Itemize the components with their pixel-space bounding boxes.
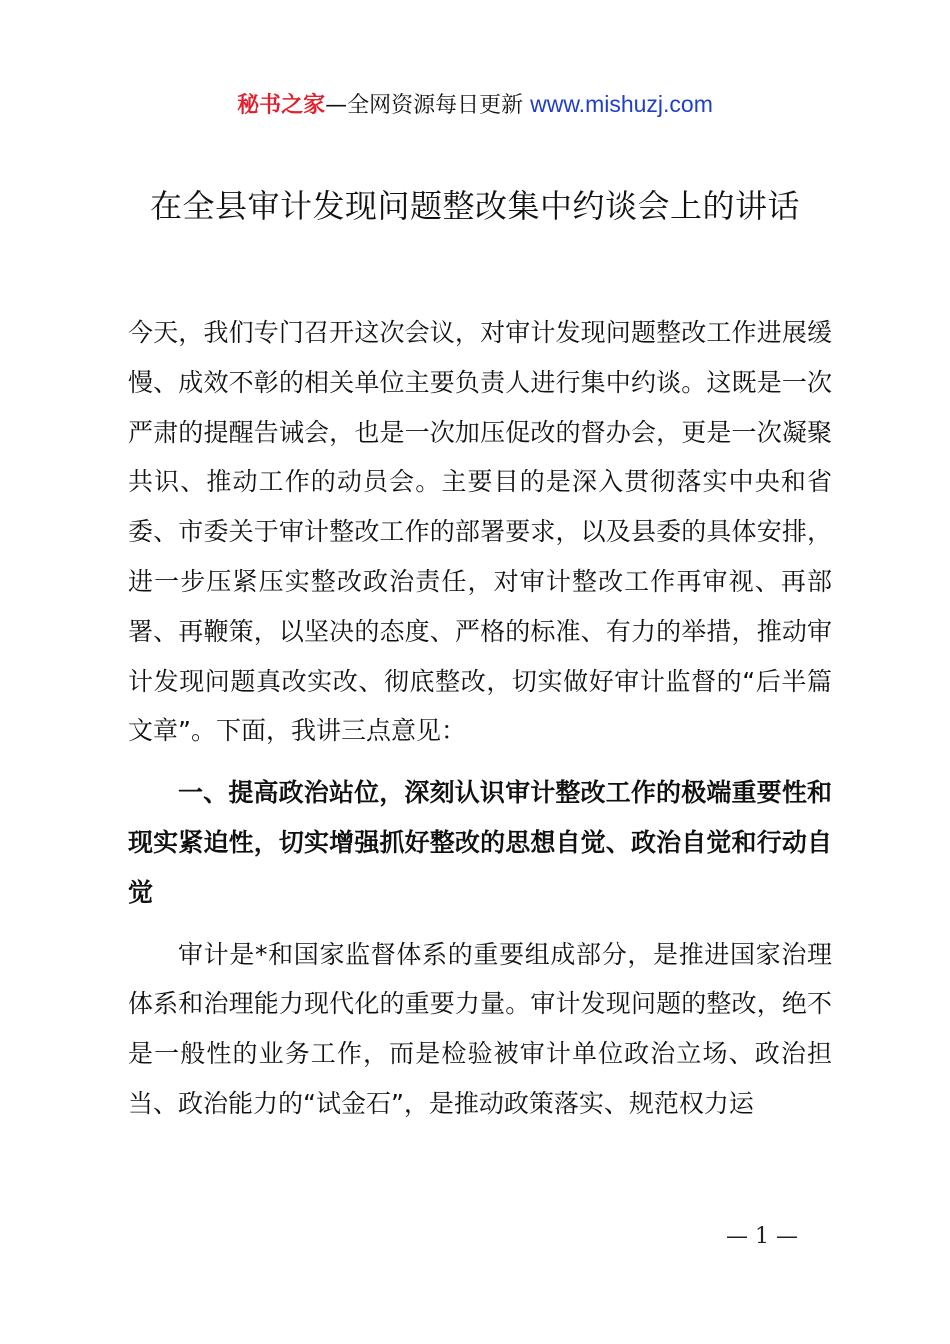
document-title: 在全县审计发现问题整改集中约谈会上的讲话 [149, 187, 800, 225]
site-url-link[interactable]: www.mishuzj.com [530, 91, 713, 117]
document-body [128, 308, 832, 1129]
intro-paragraph: 今天，我们专门召开这次会议，对审计发现问题整改工作进展缓慢、成效不彰的相关单位主要负责人进行集中约谈。这既是一次严肃的提醒告诫会，也是一次加压促改的督办会，更是一次凝聚共识、推动工作的动员会。主要目的是深入贯彻落实中央和省委、市委关于审计整改工作的部署要求，以及县委的具体安排，进一步压紧压实整改政治责任，对审计整改工作再审视、再部署、再鞭策，以坚决的态度、严格的标准、有力的举措，推动审计发现问题真改实改、彻底整改，切实做好审计监督的“后半篇文章”。下面，我讲三点意见： [128, 318, 832, 746]
brand-tagline: —全网资源每日更新 [325, 93, 524, 118]
section-heading: 一、提高政治站位，深刻认识审计整改工作的极端重要性和现实紧迫性，切实增强抓好整改的思想自觉、政治自觉和行动自觉 [128, 778, 832, 907]
brand-name: 秘书之家 [237, 93, 326, 118]
site-header [0, 86, 950, 124]
section-paragraph: 审计是*和国家监督体系的重要组成部分，是推进国家治理体系和治理能力现代化的重要力量。审计发现问题的整改，绝不是一般性的业务工作，而是检验被审计单位政治立场、政治担当、政治能力的“试金石”，是推动政策落实、规范权力运 [128, 939, 832, 1118]
page-number: — 1 — [726, 1224, 798, 1249]
